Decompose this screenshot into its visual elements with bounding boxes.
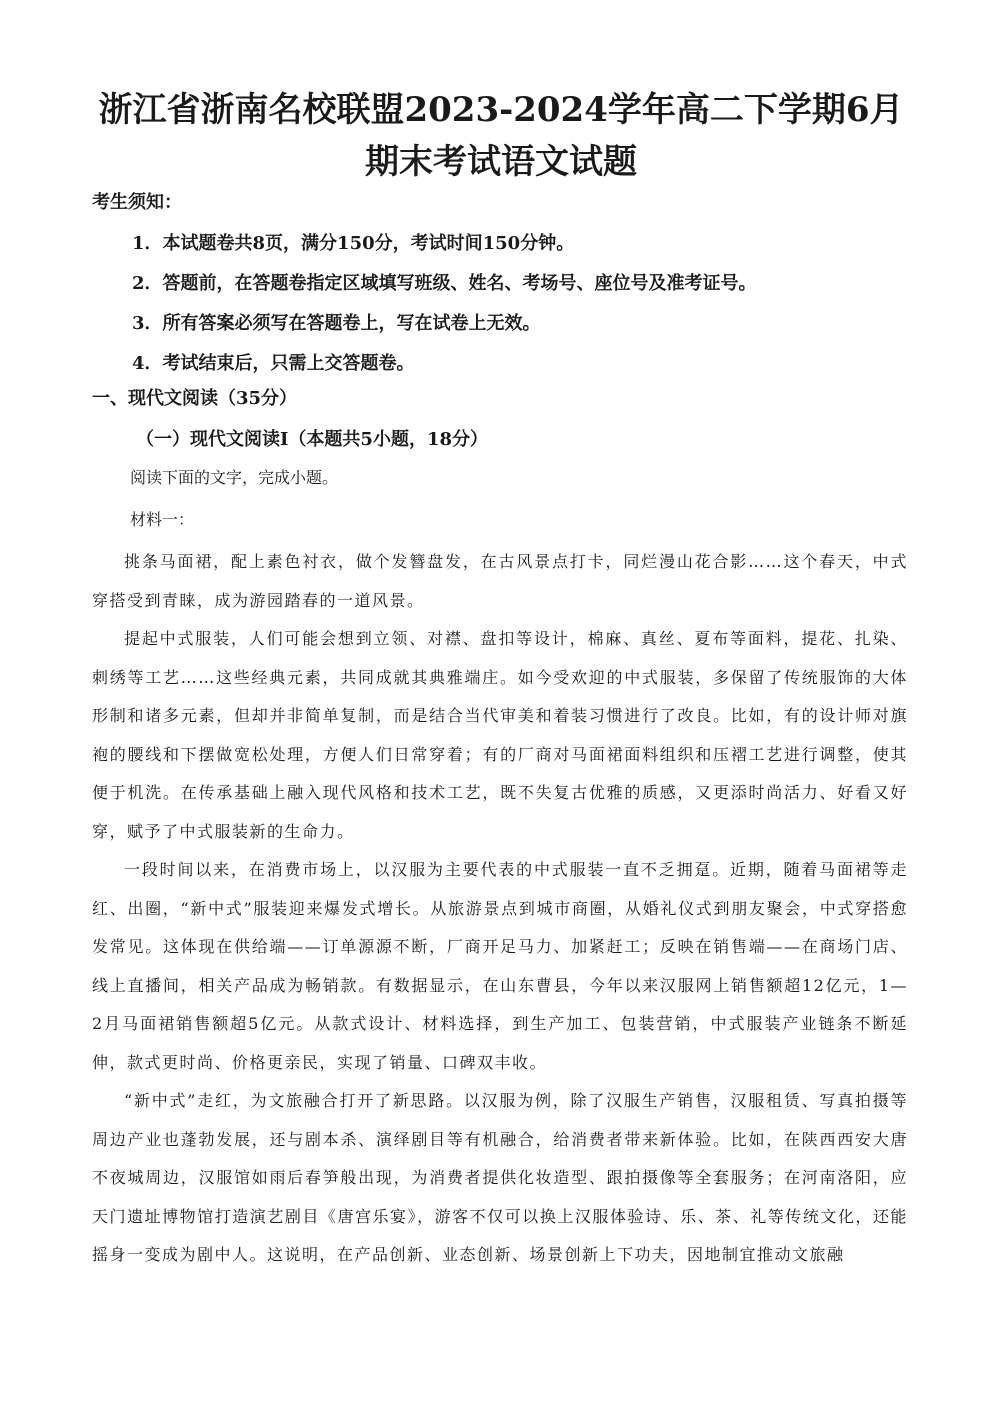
body-paragraph: “新中式”走红，为文旅融合打开了新思路。以汉服为例，除了汉服生产销售，汉服租赁、写真拍摄等周边产业也蓬勃发展，还与剧本杀、演绎剧目等有机融合，给消费者带来新体验。比如，在陕西西安大唐不夜城周边，汉服馆如雨后春笋般出现，为消费者提供化妆造型、跟拍摄像等全套服务；在河南洛阳，应天门遗址博物馆打造演艺剧目《唐宫乐宴》，游客不仅可以换上汉服体验诗、乐、茶、礼等传统文化，还能摇身一变成为剧中人。这说明，在产品创新、业态创新、场景创新上下功夫，因地制宜推动文旅融 (92, 1091, 908, 1264)
exam-title: 浙江省浙南名校联盟2023-2024学年高二下学期6月期末考试语文试题 (98, 90, 904, 182)
material-body (92, 543, 908, 1275)
notice-list (132, 224, 757, 384)
section-heading: 一、现代文阅读（35分） (92, 388, 298, 409)
notice-item: 2．答题前，在答题卷指定区域填写班级、姓名、考场号、座位号及准考证号。 (132, 273, 757, 294)
body-paragraph: 提起中式服装，人们可能会想到立领、对襟、盘扣等设计，棉麻、真丝、夏布等面料，提花、扎染、刺绣等工艺……这些经典元素，共同成就其典雅端庄。如今受欢迎的中式服装，多保留了传统服饰的大体形制和诸多元素，但却并非简单复制，而是结合当代审美和着装习惯进行了改良。比如，有的设计师对旗袍的腰线和下摆做宽松处理，方便人们日常穿着；有的厂商对马面裙面料组织和压褶工艺进行调整，使其便于机洗。在传承基础上融入现代风格和技术工艺，既不失复古优雅的质感，又更添时尚活力、好看又好穿，赋予了中式服装新的生命力。 (92, 629, 908, 841)
body-paragraph: 一段时间以来，在消费市场上，以汉服为主要代表的中式服装一直不乏拥趸。近期，随着马面裙等走红、出圈，“新中式”服装迎来爆发式增长。从旅游景点到城市商圈，从婚礼仪式到朋友聚会，中式穿搭愈发常见。这体现在供给端——订单源源不断，厂商开足马力、加紧赶工；反映在销售端——在商场门店、线上直播间，相关产品成为畅销款。有数据显示，在山东曹县，今年以来汉服网上销售额超12亿元，1—2月马面裙销售额超5亿元。从款式设计、材料选择，到生产加工、包装营销，中式服装产业链条不断延伸，款式更时尚、价格更亲民，实现了销量、口碑双丰收。 (92, 860, 908, 1072)
material-label: 材料一： (130, 510, 195, 529)
notice-item: 1．本试题卷共8页，满分150分，考试时间150分钟。 (132, 233, 575, 254)
subsection-heading: （一）现代文阅读Ⅰ（本题共5小题，18分） (136, 429, 488, 450)
notice-heading: 考生须知： (92, 192, 182, 213)
body-paragraph: 挑条马面裙，配上素色衬衣，做个发簪盘发，在古风景点打卡，同烂漫山花合影……这个春天，中式穿搭受到青睐，成为游园踏春的一道风景。 (92, 552, 908, 610)
reading-instruction: 阅读下面的文字，完成小题。 (130, 468, 339, 487)
notice-item: 3．所有答案必须写在答题卷上，写在试卷上无效。 (132, 313, 541, 334)
notice-item: 4．考试结束后，只需上交答题卷。 (132, 353, 415, 374)
